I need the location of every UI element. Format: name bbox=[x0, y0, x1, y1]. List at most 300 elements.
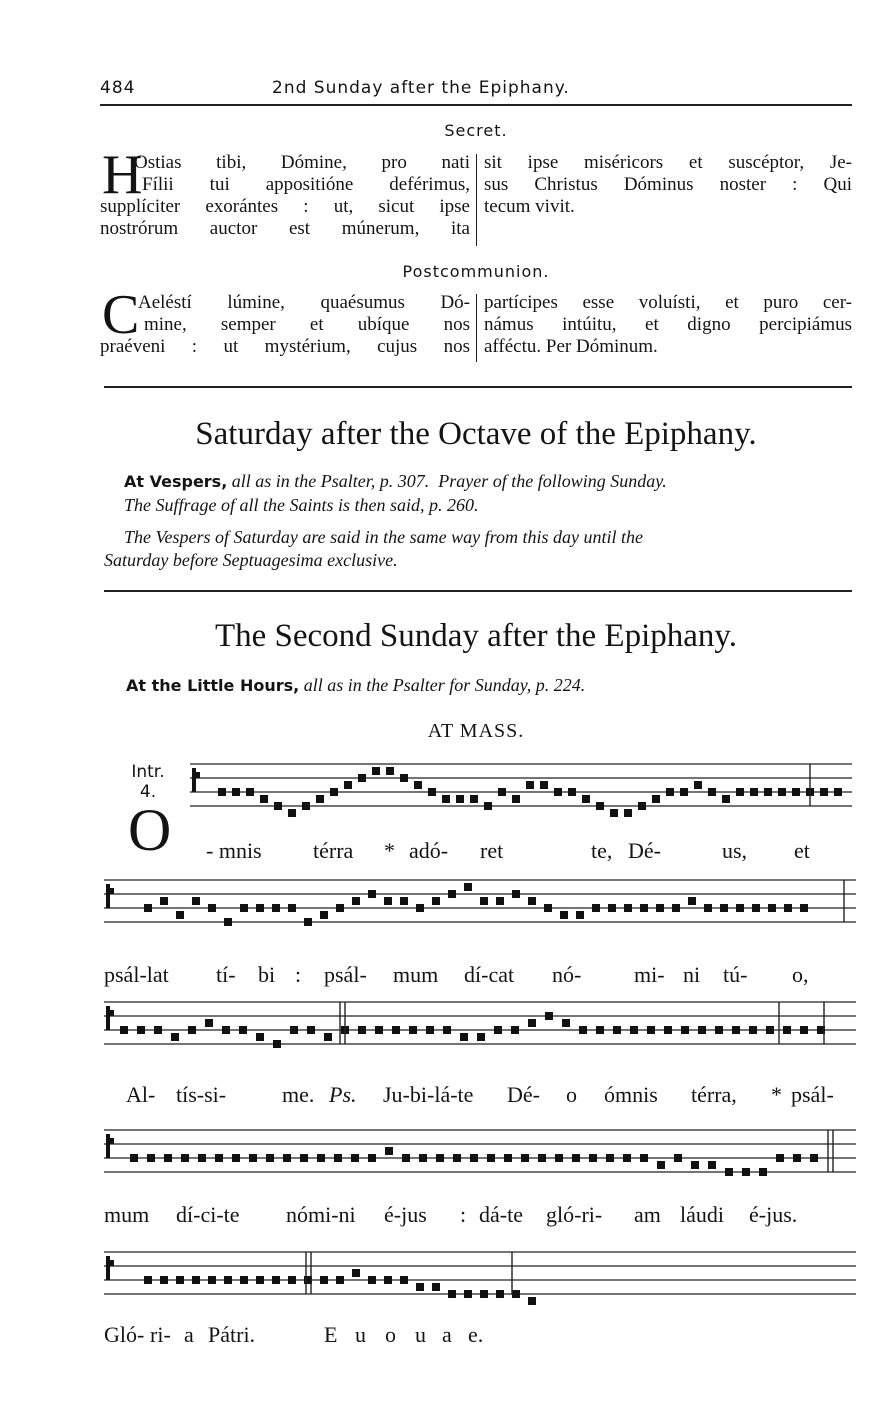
neume-note bbox=[208, 1276, 216, 1284]
neume-note bbox=[448, 890, 456, 898]
neume-note bbox=[742, 1168, 750, 1176]
text-line: supplíciter exorántes : ut, sicut ipse bbox=[100, 196, 470, 217]
chant-staff-4 bbox=[104, 1122, 856, 1194]
neume-note bbox=[368, 890, 376, 898]
clef-icon bbox=[106, 1006, 110, 1030]
neume-note bbox=[544, 904, 552, 912]
sunday-title: The Second Sunday after the Epiphany. bbox=[214, 618, 738, 654]
syllable: Gló- bbox=[104, 1322, 145, 1347]
neume-note bbox=[300, 1154, 308, 1162]
vespers-rubric bbox=[124, 470, 667, 493]
syllable: mum bbox=[104, 1202, 150, 1227]
syllable: ómnis bbox=[604, 1082, 658, 1107]
neume-note bbox=[402, 1154, 410, 1162]
text-line: partícipes esse voluísti, et puro cer- bbox=[484, 292, 852, 313]
text-line: Fílii tui appositióne deférimus, bbox=[142, 174, 470, 195]
secret-initial: H bbox=[102, 144, 143, 206]
neume-note bbox=[416, 1283, 424, 1291]
neume-note bbox=[504, 1154, 512, 1162]
neume-note bbox=[256, 1033, 264, 1041]
section-rule bbox=[104, 386, 852, 388]
neume-note bbox=[480, 1290, 488, 1298]
syllable: E bbox=[324, 1322, 338, 1347]
neume-note bbox=[384, 897, 392, 905]
syllable: psál- bbox=[324, 962, 367, 987]
neume-note bbox=[324, 1033, 332, 1041]
neume-note bbox=[764, 788, 772, 796]
syllable: o, bbox=[792, 962, 809, 987]
neume-note bbox=[344, 781, 352, 789]
neume-note bbox=[432, 1283, 440, 1291]
neume-note bbox=[464, 883, 472, 891]
neume-note bbox=[273, 1040, 281, 1048]
neume-note bbox=[792, 788, 800, 796]
neume-note bbox=[521, 1154, 529, 1162]
text-line: nostrórum auctor est múnerum, ita bbox=[100, 218, 470, 239]
neume-note bbox=[224, 1276, 232, 1284]
vespers-note-line: Saturday before Septuagesima exclusive. bbox=[104, 550, 398, 570]
neume-note bbox=[283, 1154, 291, 1162]
syllable: Dé- bbox=[628, 838, 661, 863]
syllable: o bbox=[566, 1082, 577, 1107]
neume-note bbox=[188, 1026, 196, 1034]
neume-note bbox=[154, 1026, 162, 1034]
neume-note bbox=[800, 1026, 808, 1034]
neume-note bbox=[572, 1154, 580, 1162]
neume-note bbox=[470, 795, 478, 803]
syllable: é-jus bbox=[384, 1202, 427, 1227]
neume-note bbox=[192, 1276, 200, 1284]
neume-note bbox=[596, 1026, 604, 1034]
neume-note bbox=[453, 1154, 461, 1162]
neume-note bbox=[540, 781, 548, 789]
neume-note bbox=[400, 1276, 408, 1284]
neume-note bbox=[647, 1026, 655, 1034]
neume-note bbox=[443, 1026, 451, 1034]
neume-note bbox=[608, 904, 616, 912]
neume-note bbox=[176, 1276, 184, 1284]
syllable: gló-ri- bbox=[546, 1202, 603, 1227]
syllable: bi bbox=[258, 962, 276, 987]
neume-note bbox=[656, 904, 664, 912]
text-line: Aeléstí lúmine, quaésumus Dó- bbox=[138, 292, 470, 313]
neume-note bbox=[205, 1019, 213, 1027]
syllable: tú- bbox=[723, 962, 748, 987]
neume-note bbox=[666, 788, 674, 796]
neume-note bbox=[766, 1026, 774, 1034]
syllable: u bbox=[415, 1322, 426, 1347]
neume-note bbox=[351, 1154, 359, 1162]
clef-icon bbox=[106, 884, 110, 908]
neume-note bbox=[320, 911, 328, 919]
introit-label: Intr. 4. bbox=[131, 762, 165, 802]
neume-note bbox=[160, 897, 168, 905]
neume-note bbox=[198, 1154, 206, 1162]
neume-note bbox=[414, 781, 422, 789]
prayer-text: Prayer of the following Sunday. bbox=[438, 471, 667, 491]
clef-icon bbox=[192, 768, 196, 792]
neume-note bbox=[240, 1276, 248, 1284]
syllable: a bbox=[184, 1322, 194, 1347]
vespers-text: all as in the Psalter, p. 307. bbox=[231, 471, 430, 491]
saturday-title: Saturday after the Octave of the Epiphany. bbox=[195, 416, 757, 452]
neume-note bbox=[386, 767, 394, 775]
syllable: láudi bbox=[680, 1202, 724, 1227]
neume-note bbox=[426, 1026, 434, 1034]
neume-note bbox=[630, 1026, 638, 1034]
neume-note bbox=[610, 809, 618, 817]
neume-note bbox=[484, 802, 492, 810]
neume-note bbox=[218, 788, 226, 796]
neume-note bbox=[736, 788, 744, 796]
neume-note bbox=[562, 1019, 570, 1027]
neume-note bbox=[249, 1154, 257, 1162]
syllable: u bbox=[355, 1322, 366, 1347]
neume-note bbox=[750, 788, 758, 796]
neume-note bbox=[375, 1026, 383, 1034]
neume-note bbox=[246, 788, 254, 796]
syllable: tí- bbox=[216, 962, 236, 987]
secret-left-column bbox=[100, 144, 470, 240]
neume-note bbox=[736, 904, 744, 912]
neume-note bbox=[691, 1161, 699, 1169]
neume-note bbox=[555, 1154, 563, 1162]
neume-note bbox=[352, 897, 360, 905]
neume-note bbox=[568, 788, 576, 796]
syllable: Pátri. bbox=[208, 1322, 256, 1347]
neume-note bbox=[664, 1026, 672, 1034]
neume-note bbox=[232, 1154, 240, 1162]
suffrage-rubric: The Suffrage of all the Saints is then said, p. 260. bbox=[124, 495, 479, 515]
neume-note bbox=[432, 897, 440, 905]
neume-note bbox=[560, 911, 568, 919]
postcommunion-label: Postcommunion. bbox=[402, 262, 550, 281]
text-line: mine, semper et ubíque nos bbox=[144, 314, 470, 335]
neume-note bbox=[657, 1161, 665, 1169]
neume-note bbox=[496, 897, 504, 905]
neume-note bbox=[680, 788, 688, 796]
neume-note bbox=[681, 1026, 689, 1034]
neume-note bbox=[256, 1276, 264, 1284]
neume-note bbox=[358, 774, 366, 782]
neume-note bbox=[240, 904, 248, 912]
neume-note bbox=[272, 904, 280, 912]
syllable: é-jus. bbox=[749, 1202, 798, 1227]
neume-note bbox=[793, 1154, 801, 1162]
neume-note bbox=[776, 1154, 784, 1162]
postcommunion-right-column bbox=[484, 292, 852, 358]
neume-note bbox=[192, 897, 200, 905]
neume-note bbox=[715, 1026, 723, 1034]
neume-note bbox=[810, 1154, 818, 1162]
neume-note bbox=[640, 904, 648, 912]
neume-note bbox=[368, 1276, 376, 1284]
section-rule bbox=[104, 590, 852, 592]
syllable: ri- bbox=[150, 1322, 171, 1347]
neume-note bbox=[239, 1026, 247, 1034]
neume-note bbox=[400, 774, 408, 782]
neume-note bbox=[428, 788, 436, 796]
neume-note bbox=[528, 1297, 536, 1305]
syllable: * bbox=[771, 1082, 782, 1107]
neume-note bbox=[694, 781, 702, 789]
neume-note bbox=[512, 1290, 520, 1298]
at-mass-heading: AT MASS. bbox=[427, 720, 525, 742]
chant-staff-1 bbox=[190, 756, 852, 828]
neume-note bbox=[704, 904, 712, 912]
syllable: térra, bbox=[691, 1082, 737, 1107]
syllable: me. bbox=[282, 1082, 315, 1107]
neume-note bbox=[834, 788, 842, 796]
neume-note bbox=[538, 1154, 546, 1162]
neume-note bbox=[820, 788, 828, 796]
clef-icon bbox=[110, 1010, 114, 1016]
syllable: mi- bbox=[634, 962, 665, 987]
neume-note bbox=[147, 1154, 155, 1162]
clef-icon bbox=[106, 1256, 110, 1280]
neume-note bbox=[623, 1154, 631, 1162]
neume-note bbox=[688, 897, 696, 905]
neume-note bbox=[409, 1026, 417, 1034]
neume-note bbox=[416, 904, 424, 912]
syllable: * bbox=[384, 838, 395, 863]
neume-note bbox=[480, 897, 488, 905]
page-number: 484 bbox=[100, 78, 136, 98]
neume-note bbox=[624, 809, 632, 817]
neume-note bbox=[334, 1154, 342, 1162]
chant-staff-3 bbox=[104, 994, 856, 1066]
neume-note bbox=[589, 1154, 597, 1162]
neume-note bbox=[638, 802, 646, 810]
chant-staff-5 bbox=[104, 1244, 856, 1316]
neume-note bbox=[487, 1154, 495, 1162]
neume-note bbox=[266, 1154, 274, 1162]
secret-right-column bbox=[484, 152, 852, 218]
neume-note bbox=[400, 897, 408, 905]
syllable: e. bbox=[468, 1322, 484, 1347]
syllable: mum bbox=[393, 962, 439, 987]
neume-note bbox=[352, 1269, 360, 1277]
clef-icon bbox=[110, 1138, 114, 1144]
little-hours-text: all as in the Psalter for Sunday, p. 224. bbox=[303, 675, 586, 695]
neume-note bbox=[164, 1154, 172, 1162]
syllable: ni bbox=[683, 962, 701, 987]
neume-note bbox=[232, 788, 240, 796]
running-title: 2nd Sunday after the Epiphany. bbox=[272, 78, 570, 98]
neume-note bbox=[392, 1026, 400, 1034]
clef-icon bbox=[106, 1134, 110, 1158]
syllable: psál-lat bbox=[104, 962, 169, 987]
neume-note bbox=[176, 911, 184, 919]
neume-note bbox=[477, 1033, 485, 1041]
clef-icon bbox=[110, 1260, 114, 1266]
neume-note bbox=[784, 904, 792, 912]
syllable: ret bbox=[480, 838, 504, 863]
syllable: : bbox=[460, 1202, 467, 1227]
neume-note bbox=[120, 1026, 128, 1034]
clef-icon bbox=[196, 772, 200, 778]
text-line: praéveni : ut mystérium, cujus nos bbox=[100, 336, 470, 357]
neume-note bbox=[419, 1154, 427, 1162]
neume-note bbox=[272, 1276, 280, 1284]
neume-note bbox=[436, 1154, 444, 1162]
neume-note bbox=[752, 904, 760, 912]
syllable: adó- bbox=[409, 838, 449, 863]
neume-note bbox=[274, 802, 282, 810]
syllable: Al- bbox=[126, 1082, 156, 1107]
text-line: Ostias tibi, Dómine, pro nati bbox=[134, 152, 470, 173]
text-line: sit ipse miséricors et suscéptor, Je- bbox=[484, 152, 852, 173]
little-hours-label: At the Little Hours, bbox=[126, 676, 300, 695]
postcommunion-initial: C bbox=[102, 284, 140, 346]
syllable: Ps. bbox=[329, 1082, 357, 1107]
text-line: tecum vivit. bbox=[484, 196, 575, 217]
neume-note bbox=[384, 1276, 392, 1284]
neume-note bbox=[496, 1290, 504, 1298]
neume-note bbox=[144, 904, 152, 912]
neume-note bbox=[708, 1161, 716, 1169]
neume-note bbox=[606, 1154, 614, 1162]
neume-note bbox=[288, 1276, 296, 1284]
neume-note bbox=[554, 788, 562, 796]
column-divider bbox=[476, 154, 477, 246]
neume-note bbox=[512, 890, 520, 898]
neume-note bbox=[288, 904, 296, 912]
neume-note bbox=[464, 1290, 472, 1298]
clef-icon bbox=[110, 888, 114, 894]
text-line: námus intúitu, et digno percipiámus bbox=[484, 314, 852, 335]
text-line: sus Christus Dóminus noster : Qui bbox=[484, 174, 852, 195]
neume-note bbox=[181, 1154, 189, 1162]
neume-note bbox=[448, 1290, 456, 1298]
neume-note bbox=[579, 1026, 587, 1034]
neume-note bbox=[778, 788, 786, 796]
syllable: - mnis bbox=[206, 838, 262, 863]
neume-note bbox=[320, 1276, 328, 1284]
neume-note bbox=[613, 1026, 621, 1034]
syllable: nó- bbox=[552, 962, 582, 987]
neume-note bbox=[652, 795, 660, 803]
syllable: Ju-bi-lá-te bbox=[383, 1082, 474, 1107]
header-rule bbox=[100, 104, 852, 106]
text-line: afféctu. Per Dóminum. bbox=[484, 336, 658, 357]
syllable: nómi-ni bbox=[286, 1202, 356, 1227]
neume-note bbox=[800, 904, 808, 912]
column-divider bbox=[476, 294, 477, 362]
syllable: tís-si- bbox=[176, 1082, 227, 1107]
little-hours-rubric bbox=[126, 674, 585, 697]
neume-note bbox=[720, 904, 728, 912]
neume-note bbox=[317, 1154, 325, 1162]
neume-note bbox=[783, 1026, 791, 1034]
postcommunion-left-column bbox=[100, 284, 470, 358]
neume-note bbox=[290, 1026, 298, 1034]
syllable: dí-cat bbox=[464, 962, 515, 987]
neume-note bbox=[732, 1026, 740, 1034]
neume-note bbox=[470, 1154, 478, 1162]
syllable: Dé- bbox=[507, 1082, 540, 1107]
neume-note bbox=[224, 918, 232, 926]
neume-note bbox=[256, 904, 264, 912]
neume-note bbox=[316, 795, 324, 803]
neume-note bbox=[304, 918, 312, 926]
neume-note bbox=[171, 1033, 179, 1041]
neume-note bbox=[372, 767, 380, 775]
syllable: a bbox=[442, 1322, 452, 1347]
syllable: dá-te bbox=[479, 1202, 523, 1227]
neume-note bbox=[302, 802, 310, 810]
neume-note bbox=[759, 1168, 767, 1176]
neume-note bbox=[456, 795, 464, 803]
neume-note bbox=[511, 1026, 519, 1034]
neume-note bbox=[512, 795, 520, 803]
neume-note bbox=[336, 1276, 344, 1284]
neume-note bbox=[596, 802, 604, 810]
syllable: am bbox=[634, 1202, 661, 1227]
neume-note bbox=[592, 904, 600, 912]
neume-note bbox=[442, 795, 450, 803]
vespers-label: At Vespers, bbox=[124, 472, 228, 491]
neume-note bbox=[582, 795, 590, 803]
neume-note bbox=[222, 1026, 230, 1034]
neume-note bbox=[368, 1154, 376, 1162]
neume-note bbox=[528, 1019, 536, 1027]
neume-note bbox=[545, 1012, 553, 1020]
neume-note bbox=[385, 1147, 393, 1155]
neume-note bbox=[215, 1154, 223, 1162]
neume-note bbox=[358, 1026, 366, 1034]
syllable: et bbox=[794, 838, 810, 863]
syllable: dí-ci-te bbox=[176, 1202, 240, 1227]
neume-note bbox=[330, 788, 338, 796]
neume-note bbox=[708, 788, 716, 796]
neume-note bbox=[144, 1276, 152, 1284]
neume-note bbox=[576, 911, 584, 919]
neume-note bbox=[494, 1026, 502, 1034]
neume-note bbox=[725, 1168, 733, 1176]
secret-label: Secret. bbox=[444, 121, 508, 140]
neume-note bbox=[640, 1154, 648, 1162]
neume-note bbox=[526, 781, 534, 789]
neume-note bbox=[336, 904, 344, 912]
neume-note bbox=[624, 904, 632, 912]
neume-note bbox=[208, 904, 216, 912]
neume-note bbox=[722, 795, 730, 803]
syllable: us, bbox=[722, 838, 748, 863]
neume-note bbox=[260, 795, 268, 803]
neume-note bbox=[288, 809, 296, 817]
neume-note bbox=[672, 904, 680, 912]
syllable: térra bbox=[313, 838, 354, 863]
chant-staff-2 bbox=[104, 872, 856, 944]
introit-initial: O bbox=[128, 797, 172, 863]
syllable: o bbox=[385, 1322, 396, 1347]
neume-note bbox=[460, 1033, 468, 1041]
syllable: te, bbox=[591, 838, 613, 863]
neume-note bbox=[768, 904, 776, 912]
syllable: psál- bbox=[791, 1082, 834, 1107]
vespers-note-line: The Vespers of Saturday are said in the same way from this day until the bbox=[124, 527, 643, 547]
neume-note bbox=[528, 897, 536, 905]
neume-note bbox=[674, 1154, 682, 1162]
syllable: : bbox=[295, 962, 302, 987]
neume-note bbox=[160, 1276, 168, 1284]
neume-note bbox=[130, 1154, 138, 1162]
neume-note bbox=[498, 788, 506, 796]
running-header bbox=[100, 74, 852, 100]
neume-note bbox=[749, 1026, 757, 1034]
neume-note bbox=[137, 1026, 145, 1034]
